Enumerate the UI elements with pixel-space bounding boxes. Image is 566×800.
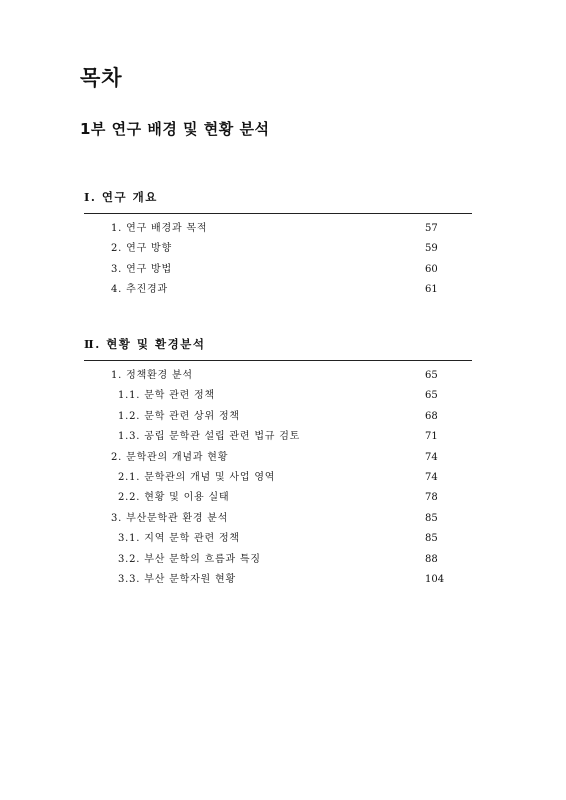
toc-entry-page: 60 xyxy=(425,263,438,275)
toc-entry-label: 1. 정책환경 분석 xyxy=(111,370,193,381)
toc-entry-page: 71 xyxy=(425,431,438,443)
toc-entry-label: 1. 연구 배경과 목적 xyxy=(111,223,208,234)
chapter-1 xyxy=(84,190,472,301)
chapter-heading: Ⅱ. 현황 및 환경분석 xyxy=(84,337,472,361)
toc-list xyxy=(84,219,472,301)
toc-entry[interactable] xyxy=(84,219,472,239)
toc-entry-label: 1.1. 문학 관련 정책 xyxy=(118,390,215,402)
toc-entry[interactable] xyxy=(84,239,472,259)
toc-entry-page: 78 xyxy=(425,492,438,504)
toc-subentry[interactable] xyxy=(84,386,472,406)
toc-entry[interactable] xyxy=(84,280,472,300)
toc-entry-label: 1.3. 공립 문학관 설립 관련 법규 검토 xyxy=(118,431,301,443)
toc-entry-label: 2.2. 현황 및 이용 실태 xyxy=(118,492,230,504)
toc-entry-label: 1.2. 문학 관련 상위 정책 xyxy=(118,410,240,422)
toc-entry-label: 3.3. 부산 문학자원 현황 xyxy=(118,573,236,585)
toc-subentry[interactable] xyxy=(84,468,472,488)
toc-entry-label: 3.1. 지역 문학 관련 정책 xyxy=(118,533,240,545)
toc-entry-label: 2.1. 문학관의 개념 및 사업 영역 xyxy=(118,471,276,483)
toc-entry-label: 2. 연구 방향 xyxy=(111,243,172,255)
toc-entry-label: 3. 부산문학관 환경 분석 xyxy=(111,512,229,524)
toc-entry-page: 85 xyxy=(425,512,438,524)
toc-entry-label: 4. 추진경과 xyxy=(111,284,168,296)
toc-entry-label: 3. 연구 방법 xyxy=(111,263,172,275)
toc-subentry[interactable] xyxy=(84,529,472,549)
toc-subentry[interactable] xyxy=(84,488,472,508)
toc-entry[interactable] xyxy=(84,509,472,529)
toc-entry-page: 88 xyxy=(425,553,438,565)
toc-entry-label: 3.2. 부산 문학의 흐름과 특징 xyxy=(118,553,261,565)
toc-subentry[interactable] xyxy=(84,427,472,447)
toc-subentry[interactable] xyxy=(84,407,472,427)
toc-subentry[interactable] xyxy=(84,550,472,570)
toc-entry-page: 65 xyxy=(425,370,438,381)
toc-entry-page: 68 xyxy=(425,410,438,422)
toc-entry[interactable] xyxy=(84,366,472,386)
toc-entry[interactable] xyxy=(84,260,472,280)
chapter-2 xyxy=(84,337,472,590)
toc-entry-page: 74 xyxy=(425,471,438,483)
toc-entry-page: 104 xyxy=(425,573,445,585)
toc-entry-page: 59 xyxy=(425,243,438,255)
toc-entry-label: 2. 문학관의 개념과 현황 xyxy=(111,451,229,463)
toc-list xyxy=(84,366,472,590)
toc-entry-page: 85 xyxy=(425,533,438,545)
part-title: 1부 연구 배경 및 현황 분석 xyxy=(80,120,270,138)
toc-entry-page: 65 xyxy=(425,390,438,402)
toc-entry[interactable] xyxy=(84,448,472,468)
toc-entry-page: 57 xyxy=(425,223,438,234)
page-title: 목차 xyxy=(80,66,123,90)
toc-subentry[interactable] xyxy=(84,570,472,590)
toc-entry-page: 61 xyxy=(425,284,438,296)
toc-entry-page: 74 xyxy=(425,451,438,463)
chapter-heading: Ⅰ. 연구 개요 xyxy=(84,190,472,214)
